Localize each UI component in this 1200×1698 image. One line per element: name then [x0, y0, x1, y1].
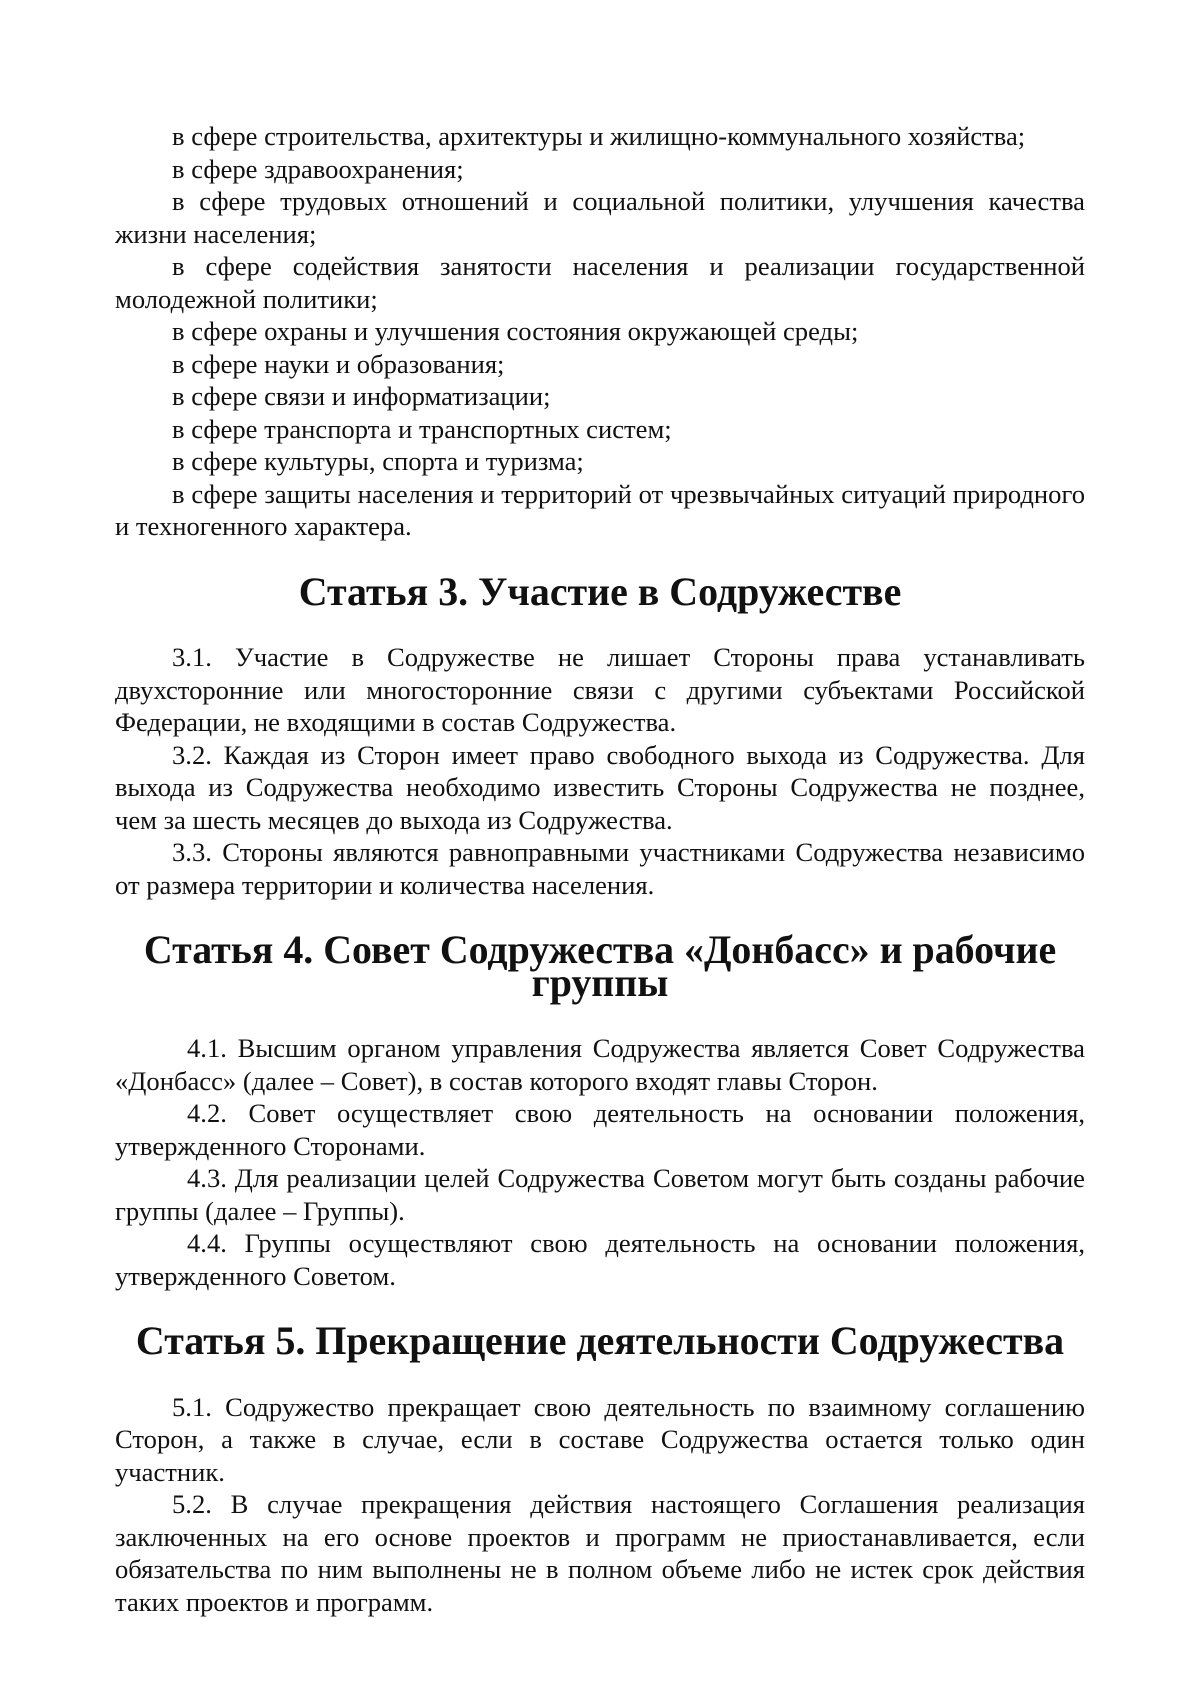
sphere-item: в сфере охраны и улучшения состояния окружающей среды;: [172, 316, 859, 346]
spheres-list: [115, 120, 1085, 543]
clause-3-3: 3.3. Стороны являются равноправными участниками Содружества независимо от размера территории и количества населения.: [115, 837, 1085, 900]
sphere-item: в сфере строительства, архитектуры и жилищно-коммунального хозяйства;: [172, 121, 1026, 151]
clause-4-3: 4.3. Для реализации целей Содружества Советом могут быть созданы рабочие группы (далее – Группы).: [115, 1163, 1085, 1226]
sphere-item: в сфере транспорта и транспортных систем;: [172, 413, 672, 444]
clause-3-2: 3.2. Каждая из Сторон имеет право свободного выхода из Содружества. Для выхода из Содружества необходимо известить Стороны Содружества не позднее, чем за шесть месяцев до выхода из Содружества.: [115, 739, 1085, 835]
clause-5-1: 5.1. Содружество прекращает свою деятельность по взаимному соглашению Сторон, а также в случае, если в составе Содружества остается только один участник.: [115, 1391, 1085, 1487]
article-3-body: [115, 641, 1085, 901]
sphere-item: в сфере здравоохранения;: [172, 153, 464, 184]
clause-5-2: 5.2. В случае прекращения действия настоящего Соглашения реализация заключенных на его основе проектов и программ не приостанавливается, если обязательства по ним выполнены не в полном объеме либо не истек срок действия таких проектов и программ.: [115, 1489, 1085, 1617]
sphere-item: в сфере защиты населения и территорий от чрезвычайных ситуаций природного и техногенного характера.: [115, 478, 1085, 541]
article-5-body: [115, 1391, 1085, 1619]
article-4-heading: Статья 4. Совет Содружества «Донбасс» и рабочие группы: [143, 927, 1057, 1005]
clause-4-4: 4.4. Группы осуществляют свою деятельность на основании положения, утвержденного Советом.: [115, 1228, 1085, 1291]
sphere-item: в сфере науки и образования;: [172, 348, 505, 379]
sphere-item: в сфере трудовых отношений и социальной политики, улучшения качества жизни населения;: [115, 186, 1085, 249]
clause-4-2: 4.2. Совет осуществляет свою деятельность на основании положения, утвержденного Сторонами.: [115, 1098, 1085, 1161]
article-4-body: [115, 1032, 1085, 1292]
sphere-item: в сфере культуры, спорта и туризма;: [172, 446, 584, 476]
sphere-item: в сфере связи и информатизации;: [172, 381, 551, 411]
clause-4-1: 4.1. Высшим органом управления Содружества является Совет Содружества «Донбасс» (далее – Совет), в состав которого входят главы Сторон.: [115, 1033, 1085, 1096]
clause-3-1: 3.1. Участие в Содружестве не лишает Стороны права устанавливать двухсторонние или многосторонние связи с другими субъектами Российской Федерации, не входящими в состав Содружества.: [115, 642, 1085, 737]
article-3-heading: Статья 3. Участие в Содружестве: [298, 568, 902, 614]
sphere-item: в сфере содействия занятости населения и реализации государственной молодежной политики;: [115, 251, 1085, 314]
article-5-heading: Статья 5. Прекращение деятельности Содружества: [135, 1318, 1065, 1363]
